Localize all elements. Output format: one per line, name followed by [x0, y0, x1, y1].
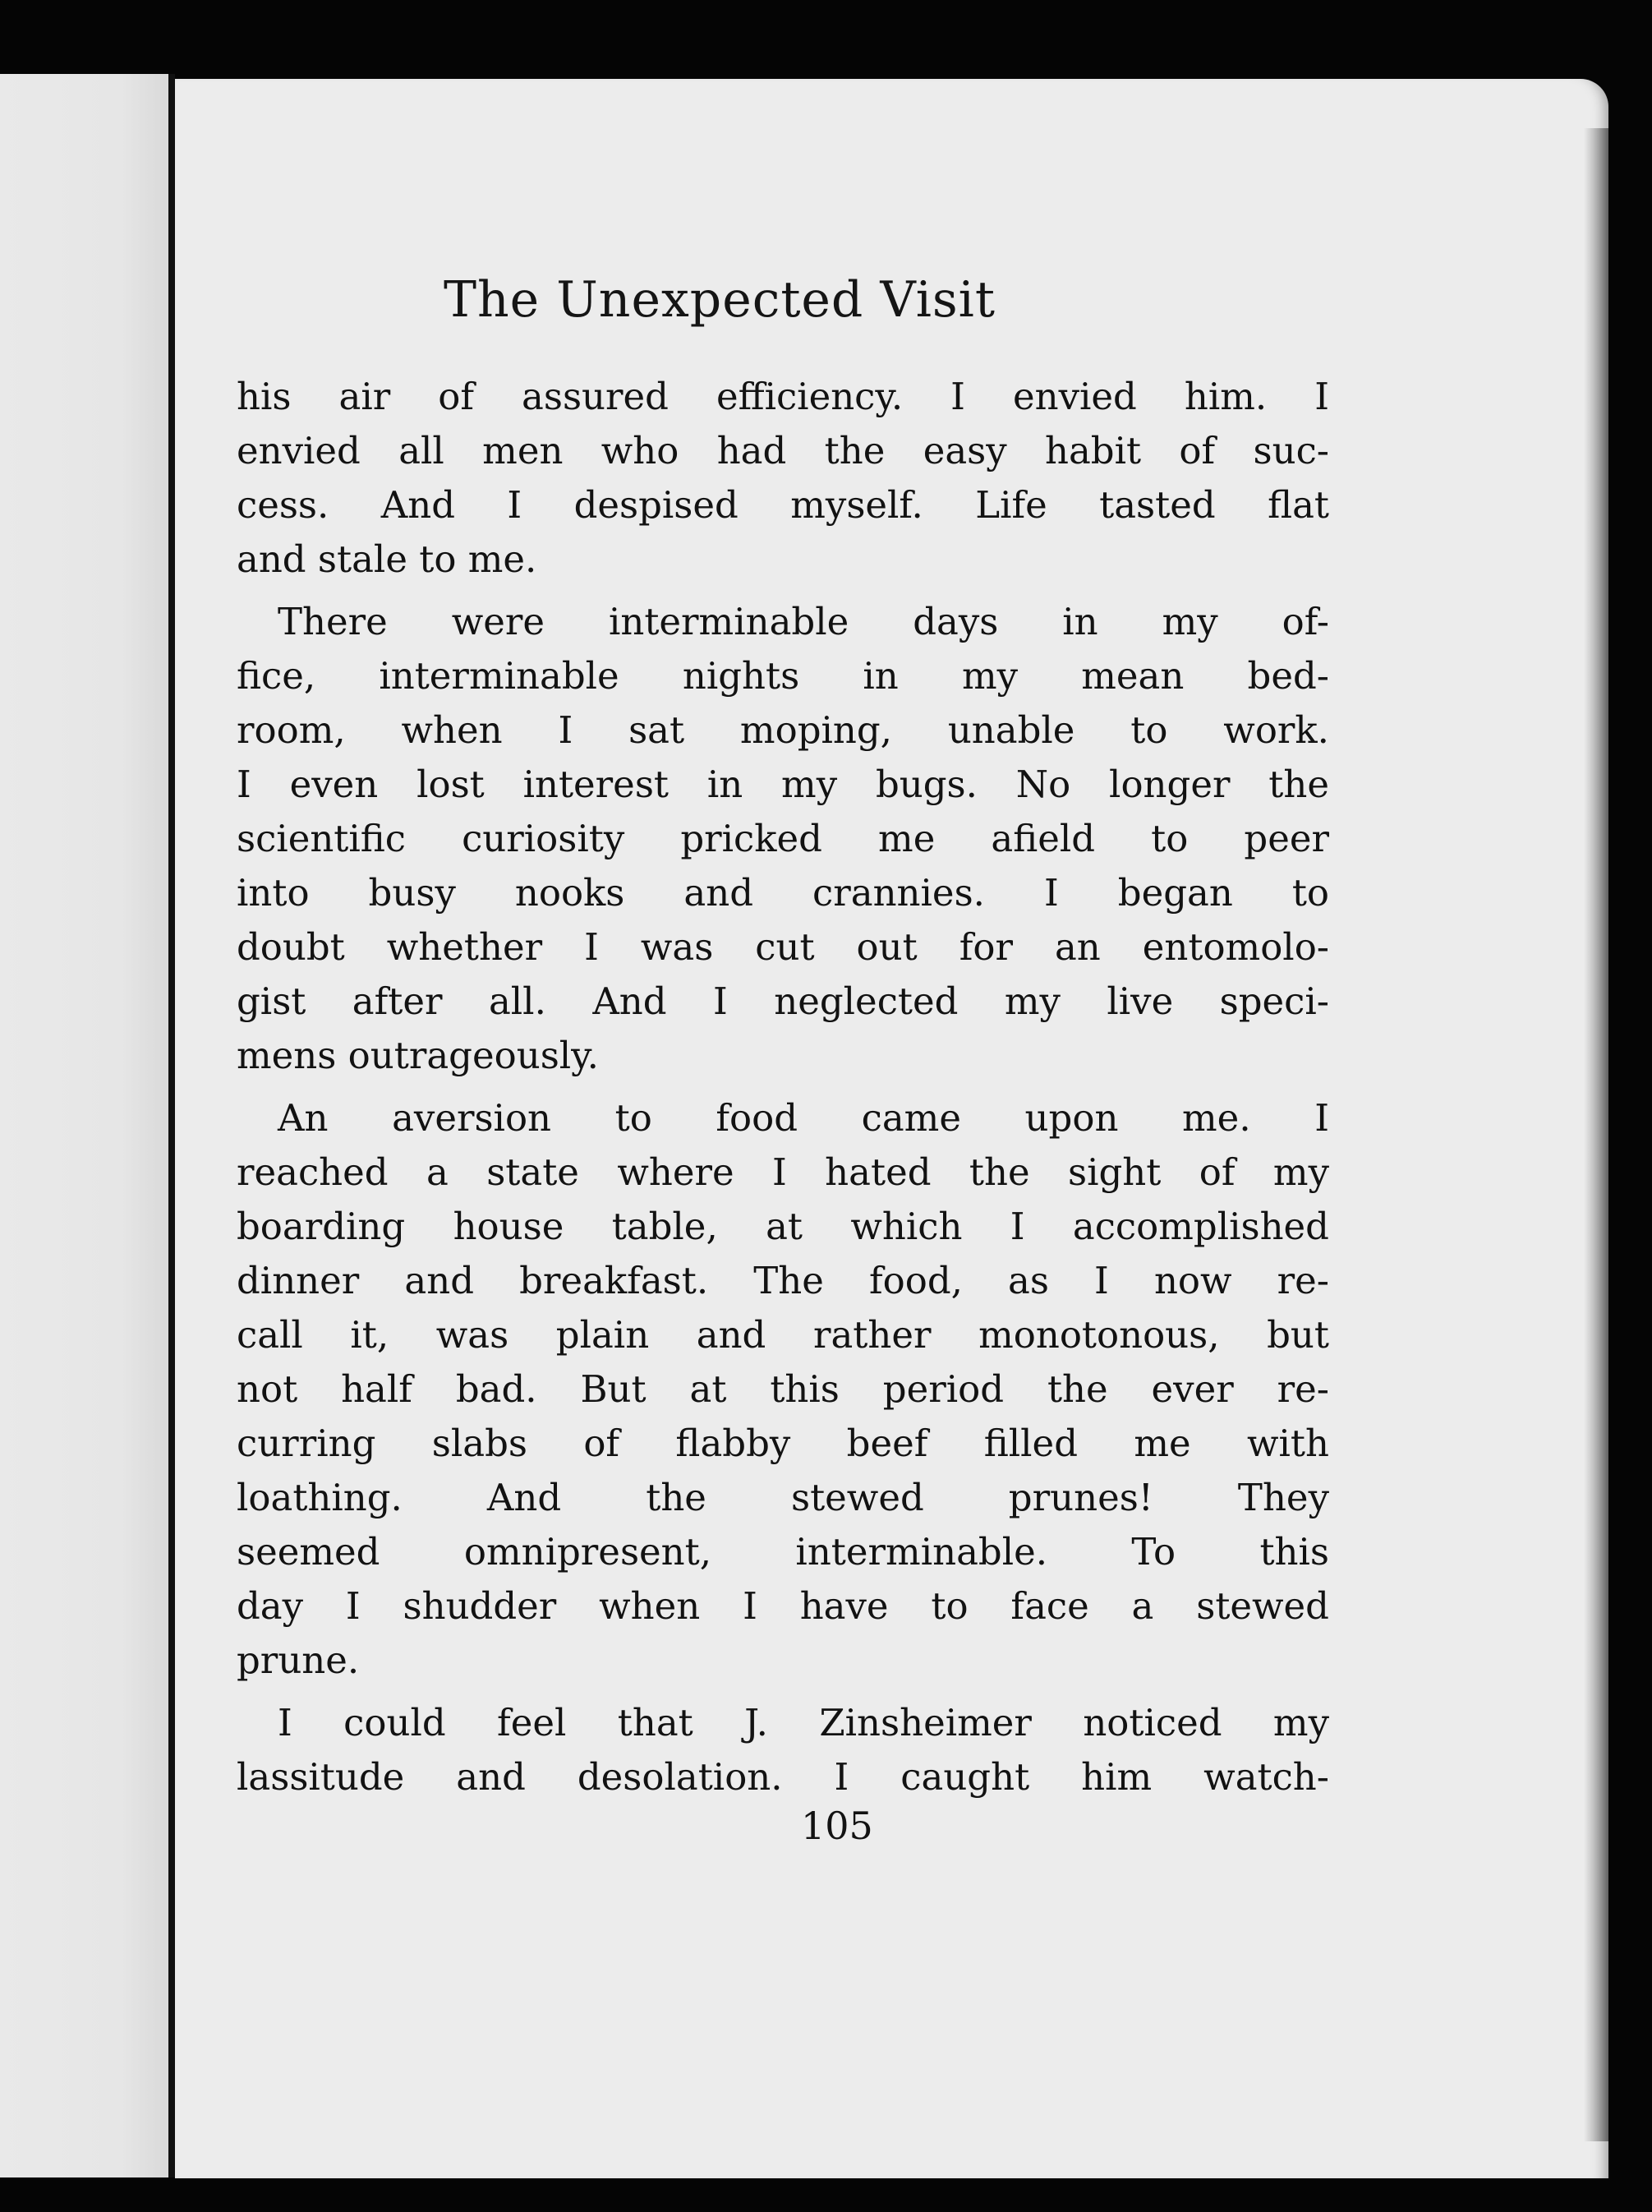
text-line: boarding house table, at which I accomplished — [237, 1205, 1329, 1248]
body-text — [237, 370, 1329, 1804]
text-line: scientific curiosity pricked me afield to peer — [237, 817, 1329, 860]
text-line: room, when I sat moping, unable to work. — [237, 708, 1329, 752]
text-line: prune. — [237, 1638, 360, 1682]
text-line: and stale to me. — [237, 537, 537, 581]
paragraph-3 — [237, 1091, 1329, 1688]
text-line: seemed omnipresent, interminable. To this — [237, 1530, 1329, 1574]
text-line: lassitude and desolation. I caught him watch- — [237, 1755, 1329, 1799]
text-line: his air of assured efficiency. I envied him. I — [237, 375, 1329, 418]
text-line: loathing. And the stewed prunes! They — [237, 1476, 1329, 1519]
text-line: cess. And I despised myself. Life tasted flat — [237, 483, 1329, 527]
text-line: doubt whether I was cut out for an entomolo- — [237, 925, 1329, 969]
paragraph-1 — [237, 370, 1329, 587]
text-line: There were interminable days in my of- — [278, 600, 1329, 643]
page-number: 105 — [801, 1804, 873, 1848]
text-line: not half bad. But at this period the ever re- — [237, 1367, 1329, 1411]
text-line: I could feel that J. Zinsheimer noticed my — [278, 1701, 1329, 1744]
page-edge-shadow — [1584, 128, 1608, 2141]
text-line: dinner and breakfast. The food, as I now re- — [237, 1259, 1329, 1302]
paragraph-2 — [237, 595, 1329, 1083]
running-head: The Unexpected Visit — [444, 271, 996, 329]
text-line: I even lost interest in my bugs. No longer the — [237, 763, 1329, 806]
text-line: curring slabs of flabby beef filled me with — [237, 1422, 1329, 1465]
facing-page-edge — [0, 74, 173, 2177]
text-line: call it, was plain and rather monotonous, but — [237, 1313, 1329, 1357]
text-line: day I shudder when I have to face a stewed — [237, 1584, 1329, 1628]
paragraph-4 — [237, 1696, 1329, 1804]
gutter-line — [168, 74, 175, 2177]
text-line: gist after all. And I neglected my live speci- — [237, 979, 1329, 1023]
text-line: An aversion to food came upon me. I — [278, 1096, 1329, 1140]
text-line: reached a state where I hated the sight of my — [237, 1150, 1329, 1194]
text-line: mens outrageously. — [237, 1034, 599, 1077]
text-line: into busy nooks and crannies. I began to — [237, 871, 1329, 915]
text-line: envied all men who had the easy habit of suc- — [237, 429, 1329, 472]
text-line: fice, interminable nights in my mean bed- — [237, 654, 1329, 698]
